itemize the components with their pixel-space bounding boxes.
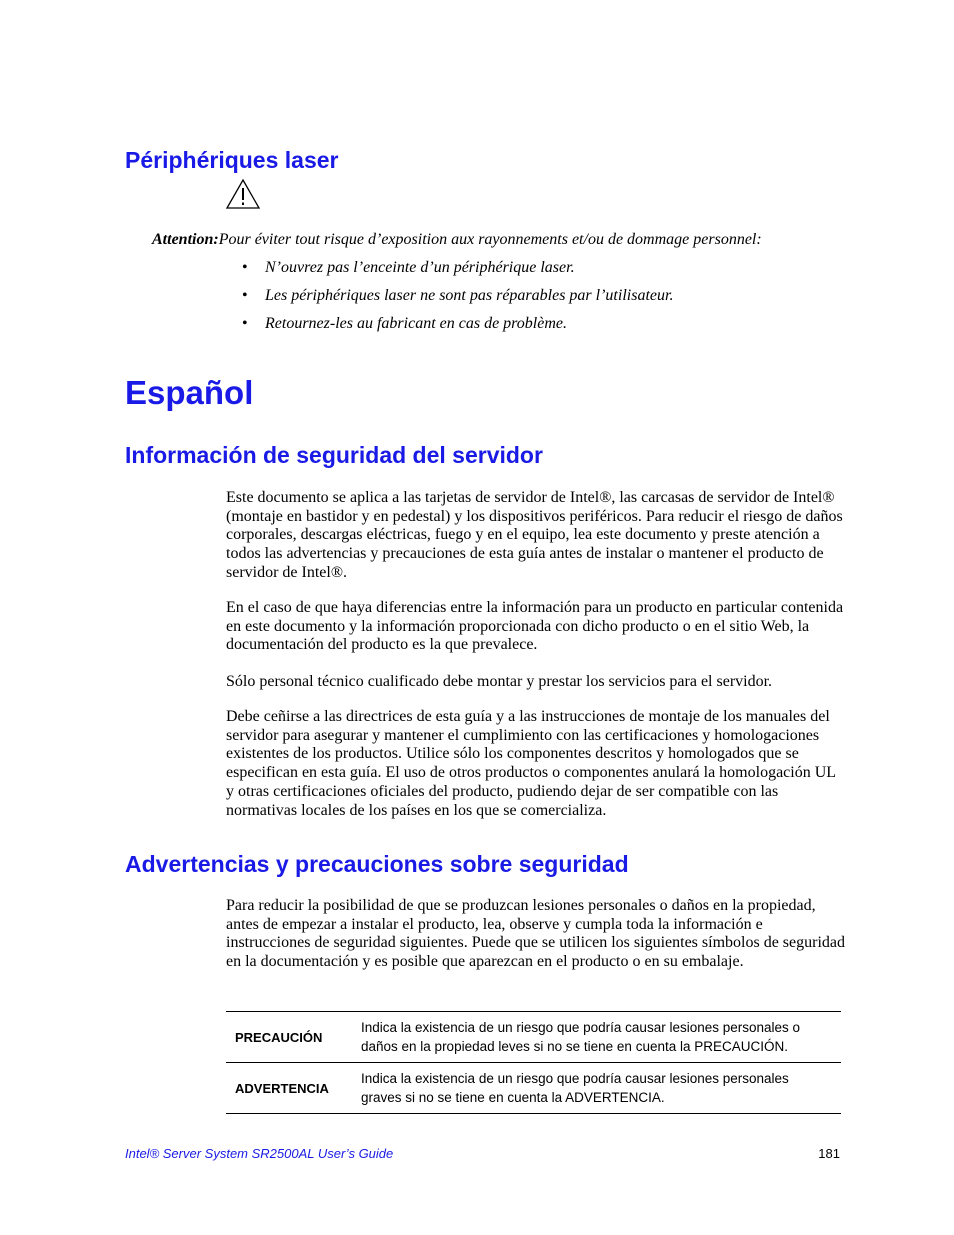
attention-text: Pour éviter tout risque d’exposition aux rayonnements et/ou de dommage personnel: [218,231,762,248]
table-cell-term: PRECAUCIÓN [226,1012,361,1063]
bullet-icon: • [242,287,248,304]
heading-server-safety-info: Información de seguridad del servidor [125,442,543,468]
laser-bullet-list [242,258,673,342]
footer-document-title: Intel® Server System SR2500AL User’s Guide [125,1146,394,1161]
paragraph-compliance: Debe ceñirse a las directrices de esta guía y a las instrucciones de montaje de los manuales del servidor para asegurar y mantener el cumplimiento con las certificaciones y homologaciones existentes de los productos. Utilice sólo los componentes descritos y homologados que se especifican en esta guía. El uso de otros productos o componentes anulará la homologación UL y otras certificaciones oficiales del producto, pudiendo dejar de ser compatible con las normativas locales de los países en los que se comercializa. [226,708,836,819]
table-row [226,1012,841,1063]
footer-page-number: 181 [818,1146,840,1161]
paragraph-precedence: En el caso de que haya diferencias entre la información para un producto en particular contenida en este documento y la información proporcionada con dicho producto o en el sitio Web, la documentación del producto es la que prevalece. [226,599,844,654]
paragraph-qualified-personnel: Sólo personal técnico cualificado debe montar y prestar los servicios para el servidor. [226,673,773,690]
heading-warnings-cautions: Advertencias y precauciones sobre seguridad [125,851,629,877]
list-item: • N’ouvrez pas l’enceinte d’un périphérique laser. [242,259,575,276]
attention-label: Attention: [152,231,219,248]
paragraph-warnings-intro: Para reducir la posibilidad de que se produzcan lesiones personales o daños en la propiedad, antes de empezar a instalar el producto, lea, observe y cumpla toda la información e instrucciones de seguridad siguientes. Puede que se utilicen los siguientes símbolos de seguridad en la documentación y es posible que aparezcan en el producto o en su embalaje. [226,897,845,971]
paragraph-scope: Este documento se aplica a las tarjetas de servidor de Intel®, las carcasas de servidor de Intel® (montaje en bastidor y en pedestal) y los dispositivos periféricos. Para reducir el riesgo de daños corporales, descargas eléctricas, fuego y en el equipo, lea este documento y preste atención a todos las advertencias y precauciones de esta guía antes de instalar o mantener el producto de servidor de Intel®. [226,489,843,581]
table-row [226,1063,841,1114]
table-cell-definition: Indica la existencia de un riesgo que podría causar lesiones personales graves si no se tiene en cuenta la ADVERTENCIA. [361,1063,841,1114]
list-item: • Les périphériques laser ne sont pas réparables par l’utilisateur. [242,287,674,304]
table-cell-definition: Indica la existencia de un riesgo que podría causar lesiones personales o daños en la propiedad leves si no se tiene en cuenta la PRECAUCIÓN. [361,1012,841,1063]
bullet-icon: • [242,315,248,332]
list-item: • Retournez-les au fabricant en cas de problème. [242,315,568,332]
safety-symbols-table [226,1011,841,1114]
attention-note [152,230,852,250]
heading-espanol: Español [125,374,254,411]
table-cell-term: ADVERTENCIA [226,1063,361,1114]
heading-laser-devices: Périphériques laser [125,147,339,173]
warning-triangle-icon [225,178,261,210]
bullet-icon: • [242,259,248,276]
